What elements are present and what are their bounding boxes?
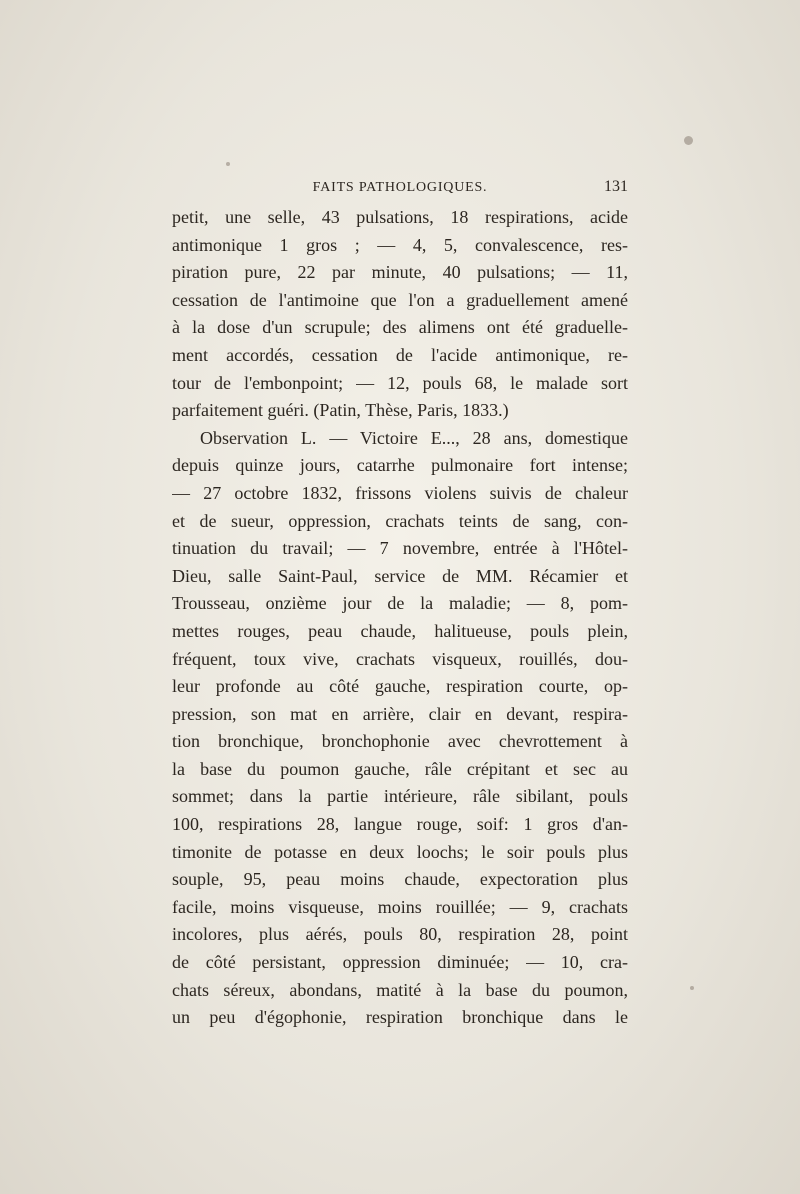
text-line: timonite de potasse en deux loochs; le soir pouls plus [172,841,628,862]
ink-spot [226,162,230,166]
text-line: la base du poumon gauche, râle crépitant et sec au [172,758,628,779]
text-line: depuis quinze jours, catarrhe pulmonaire fort intense; [172,455,628,476]
text-line: ment accordés, cessation de l'acide antimonique, re- [172,344,628,365]
text-line: fréquent, toux vive, crachats visqueux, rouillés, dou- [172,648,628,669]
body-text [172,204,628,1032]
text-line: de côté persistant, oppression diminuée; — 10, cra- [172,952,628,973]
text-line: piration pure, 22 par minute, 40 pulsations; — 11, [172,262,628,283]
ink-spot [690,986,694,990]
ink-spot [684,136,693,145]
text-line: 100, respirations 28, langue rouge, soif: 1 gros d'an- [172,814,628,835]
text-line: un peu d'égophonie, respiration bronchique dans le [172,1007,628,1028]
text-line: parfaitement guéri. (Patin, Thèse, Paris, 1833.) [172,400,509,421]
text-line: tour de l'embonpoint; — 12, pouls 68, le malade sort [172,372,628,393]
text-line: pression, son mat en arrière, clair en devant, respira- [172,703,628,724]
text-line: facile, moins visqueuse, moins rouillée; — 9, crachats [172,896,628,917]
running-title: FAITS PATHOLOGIQUES. [312,180,488,195]
text-line: antimonique 1 gros ; — 4, 5, convalescence, res- [172,234,628,255]
text-line: et de sueur, oppression, crachats teints de sang, con- [172,510,628,531]
text-line: tion bronchique, bronchophonie avec chevrottement à [172,731,628,752]
text-line: souple, 95, peau moins chaude, expectoration plus [172,869,628,890]
text-line: à la dose d'un scrupule; des alimens ont été graduelle- [172,317,628,338]
text-line: incolores, plus aérés, pouls 80, respiration 28, point [172,924,628,945]
text-line: leur profonde au côté gauche, respiration courte, op- [172,676,628,697]
text-line: chats séreux, abondans, matité à la base du poumon, [172,979,628,1000]
text-line: cessation de l'antimoine que l'on a graduellement amené [172,289,628,310]
observation-heading-line: Observation L. — Victoire E..., 28 ans, domestique [200,427,628,448]
text-line: mettes rouges, peau chaude, halitueuse, pouls plein, [172,620,628,641]
text-line: Dieu, salle Saint-Paul, service de MM. Récamier et [172,565,628,586]
text-line: sommet; dans la partie intérieure, râle sibilant, pouls [172,786,628,807]
page-number: 131 [604,178,628,195]
text-line: Trousseau, onzième jour de la maladie; — 8, pom- [172,593,628,614]
text-line: petit, une selle, 43 pulsations, 18 respirations, acide [172,207,628,227]
running-head [172,176,628,200]
text-line: tinuation du travail; — 7 novembre, entrée à l'Hôtel- [172,538,628,559]
text-line: — 27 octobre 1832, frissons violens suivis de chaleur [172,482,628,503]
